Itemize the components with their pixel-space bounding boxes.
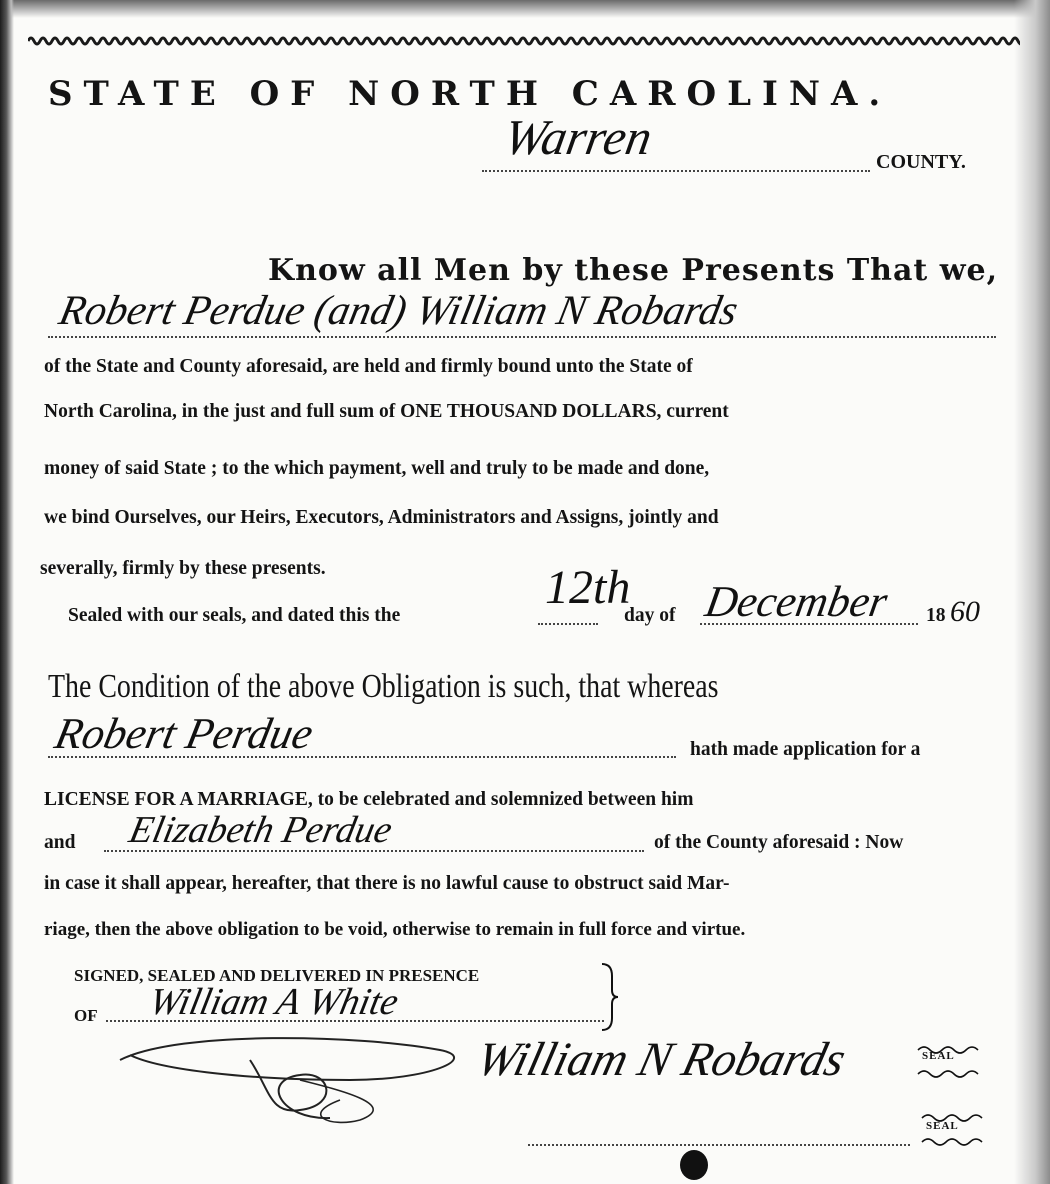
condition-heading: The Condition of the above Obligation is such, that whereas	[48, 668, 719, 705]
know-all-men-heading: Know all Men by these Presents That we,	[268, 253, 999, 288]
signature-flourish	[100, 1020, 520, 1130]
obligors-dotted-line	[48, 336, 996, 338]
obligors-names: Robert Perdue (and) William N Robards	[55, 288, 742, 334]
ornamental-border	[28, 34, 1020, 48]
bond-line-3: money of said State ; to the which payment, well and truly to be made and done,	[44, 458, 710, 479]
day-dotted-line	[538, 623, 598, 625]
applicant-suffix: hath made application for a	[690, 739, 921, 760]
day-of-label: day of	[624, 605, 676, 626]
bond-line-4: we bind Ourselves, our Heirs, Executors, Administrators and Assigns, jointly and	[44, 507, 719, 528]
bond-line-5: severally, firmly by these presents.	[40, 558, 326, 579]
of-label: OF	[74, 1006, 98, 1025]
condition-line-case: in case it shall appear, hereafter, that there is no lawful cause to obstruct said Mar-	[44, 873, 730, 894]
seal-mark-1: SEAL	[922, 1050, 955, 1062]
second-signer-dotted-line	[528, 1144, 910, 1146]
witness-signature: William A White	[145, 981, 403, 1023]
year-prefix: 18	[926, 605, 946, 626]
sealed-prefix: Sealed with our seals, and dated this the	[68, 605, 401, 626]
bond-line-1: of the State and County aforesaid, are held and firmly bound unto the State of	[44, 356, 693, 377]
license-line: LICENSE FOR A MARRIAGE, to be celebrated and solemnized between him	[44, 789, 694, 810]
month-value: December	[701, 577, 892, 626]
bride-name: Elizabeth Perdue	[125, 809, 396, 851]
brace-mark	[598, 962, 622, 1032]
county-dotted-line	[482, 170, 870, 172]
seal-scroll-2	[918, 1112, 988, 1148]
county-name: Warren	[500, 109, 657, 165]
year-suffix: 60	[950, 595, 980, 628]
scan-edge-top	[0, 0, 1050, 18]
scan-edge-right	[1014, 0, 1050, 1184]
seal-mark-2: SEAL	[926, 1120, 959, 1132]
state-title: STATE OF NORTH CAROLINA.	[48, 74, 892, 114]
seal-scroll-1	[914, 1044, 984, 1080]
scan-edge-left	[0, 0, 14, 1184]
signer-signature: William N Robards	[471, 1033, 851, 1086]
condition-line-riage: riage, then the above obligation to be void, otherwise to remain in full force and virtue.	[44, 919, 746, 940]
presence-label: SIGNED, SEALED AND DELIVERED IN PRESENCE	[74, 966, 480, 985]
applicant-name: Robert Perdue	[50, 709, 318, 758]
bride-suffix: of the County aforesaid : Now	[654, 832, 904, 853]
day-value: 12th	[545, 561, 631, 614]
county-label: COUNTY.	[876, 151, 966, 173]
ink-blot	[680, 1150, 708, 1180]
and-label: and	[44, 832, 76, 853]
bond-line-2: North Carolina, in the just and full sum of ONE THOUSAND DOLLARS, current	[44, 401, 729, 422]
